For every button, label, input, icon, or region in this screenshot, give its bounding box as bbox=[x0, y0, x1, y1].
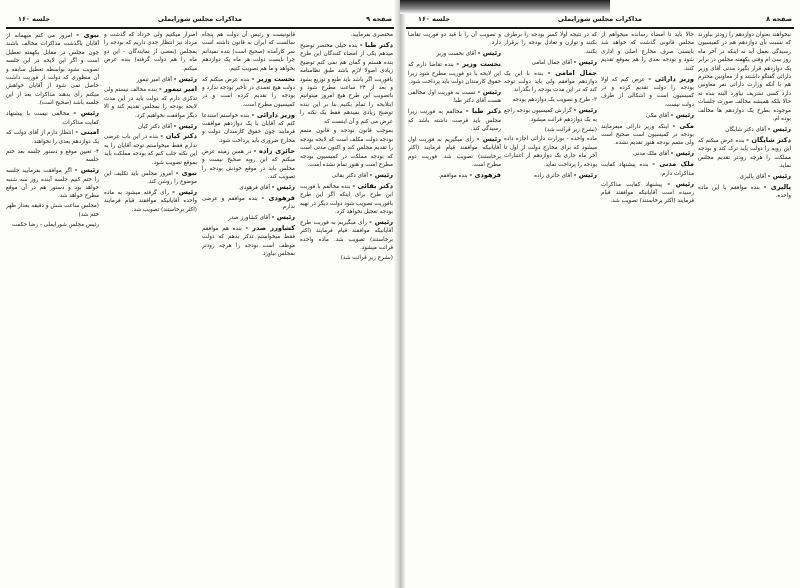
paragraph-text: آقای مکی bbox=[646, 112, 669, 119]
paragraph-text: آقای نخست وزیر bbox=[436, 51, 476, 58]
paragraph-text: ۳- طرح و تصویب یک دوازدهم بودجه bbox=[512, 97, 597, 104]
speaker-name: رئیس - bbox=[271, 182, 295, 191]
paragraph bbox=[6, 202, 99, 219]
paragraph-text: بنده مخالف نیستم ولی تذکری دارم که دولت باید در این مدت لایحه بودجه را بمجلس تقدیم کند و الا دیگر موافقت نخواهیم کرد. bbox=[104, 87, 197, 119]
paragraph bbox=[601, 122, 694, 148]
paragraph-text: رأی گرفته میشود به ماده واحده آقایانیکه موافقند قیام فرمایند (اکثر برخاستند) تصویب شد. bbox=[104, 189, 197, 213]
speaker-name: رئیس - bbox=[173, 121, 197, 130]
speaker-name: پالیزی - bbox=[763, 182, 791, 191]
speaker-name: ملک مدنی - bbox=[652, 160, 694, 169]
paragraph-text: بنده موافقم با این ماده واحده. bbox=[698, 184, 791, 200]
paragraph bbox=[104, 169, 197, 187]
paragraph bbox=[300, 31, 393, 39]
paragraph-text: بنده پیشنهاد کفایت مذاکرات دارم. bbox=[601, 162, 694, 177]
speaker-name: رئیس - bbox=[369, 171, 393, 179]
paragraph-text: آقای ملک مدنی bbox=[633, 151, 669, 158]
speaker-name: رئیس - bbox=[573, 106, 597, 115]
speaker-name: رئیس - bbox=[573, 57, 597, 66]
speaker-name: نبوی - bbox=[175, 168, 197, 177]
paragraph-text: اینکه وزیر دارائی میفرمایند بودجه در کمیسیون است صحیح است ولی متمم بودجه هنوز تقدیم نشده. bbox=[601, 123, 694, 147]
paragraph-text: ماده واحده - بوزارت دارائی اجازه داده میشود که برای مخارج دولت از اول تا آخر ماه جاری یک دوازدهم از اعتبارات بودجه را پرداخت نماید. bbox=[504, 136, 597, 168]
page-number: صفحه ۸ bbox=[766, 15, 792, 23]
paragraph-text: مخالفی نیست با پیشنهاد کفایت مذاکرات. bbox=[6, 111, 99, 126]
paragraph bbox=[504, 58, 597, 67]
paragraph bbox=[300, 254, 393, 262]
speaker-name: رئیس - bbox=[767, 124, 791, 133]
paragraph-text: قانونیست و رئیس آن دولت هم پنجاه سالست که ایران به قانون داشته است سر کارآمده (صحیح است) بنده نمیدانم چرا بایست دولت هر ماه یک دوازدهم بخواهد و ما هم تصویب کنیم. bbox=[202, 32, 295, 72]
speaker-name: رئیس - bbox=[670, 149, 694, 158]
paragraph-text: پیشنهاد کفایت مذاکرات رسیده است آقایانیکه موافقند قیام فرمایند (اکثر برخاستند) تصویب شد. bbox=[601, 181, 694, 205]
paragraph-text: آقای دکتر بقائی bbox=[331, 173, 368, 179]
paragraph bbox=[408, 31, 501, 48]
text-column bbox=[202, 31, 295, 581]
paragraph-text: (بشرح زیر قرائت شد) bbox=[340, 255, 393, 262]
speaker-name: کشاورز صدر - bbox=[245, 224, 295, 233]
paragraph bbox=[6, 128, 99, 146]
paragraph bbox=[202, 75, 295, 110]
paragraph-text: آقای جمال امامی bbox=[531, 59, 572, 66]
speaker-name: رئیس - bbox=[172, 187, 197, 196]
paragraph-text: رأی میگیریم به فوریت طرح آقایانیکه موافقند قیام فرمایند (اکثر برخاستند) تصویب شد. ماده واحده قرائت میشود. bbox=[300, 220, 393, 252]
paragraph-text: آقای امیر تیمور bbox=[136, 76, 172, 83]
header-rule bbox=[406, 27, 794, 29]
paragraph bbox=[202, 147, 295, 182]
speaker-name: رئیس - bbox=[573, 170, 597, 179]
paragraph bbox=[408, 60, 501, 86]
paragraph bbox=[408, 49, 501, 58]
paragraph bbox=[6, 221, 99, 229]
paragraph bbox=[300, 127, 393, 169]
speaker-name: فرهودی - bbox=[261, 193, 295, 202]
header-rule bbox=[6, 27, 394, 29]
speaker-name: جمال امامی - bbox=[547, 68, 597, 77]
speaker-name: دکتر بقائی - bbox=[352, 181, 393, 190]
text-column bbox=[104, 31, 197, 581]
paragraph bbox=[504, 69, 597, 95]
paragraph-text: و تصویب آن را با قید دو فوریت تقاضا دارد. bbox=[408, 32, 501, 47]
paragraph-text: آقای دکتر کیان bbox=[137, 123, 172, 130]
paragraph bbox=[104, 85, 197, 120]
paragraph bbox=[202, 183, 295, 192]
session-number: جلسه ۱۶۰ bbox=[418, 15, 451, 23]
paragraph bbox=[202, 111, 295, 146]
paragraph-text: که در نتیجه اولا کسر بودجه را برطرف بکنند و توازن و تعادل بودجه را برقرار بکنند. bbox=[504, 32, 597, 55]
paragraph-text: بنده هم موافقم فقط میخواستم تذکر بدهم که دولت موظف است بودجه را هرچه زودتر بمجلس بیاورد. bbox=[202, 226, 295, 258]
speaker-name: دکتر شایگان - bbox=[746, 135, 791, 144]
speaker-name: نخست وزیر - bbox=[251, 74, 295, 83]
paragraph-text: بنده در این باب عرضی ندارم فقط میخواستم توجه آقایان را به این نکته جلب کنم که بودجه مملکت باید بموقع تصویب شود. bbox=[104, 134, 197, 166]
speaker-name: نخست وزیر - bbox=[456, 60, 501, 69]
paragraph bbox=[504, 171, 597, 180]
paragraph bbox=[504, 126, 597, 134]
paragraph bbox=[601, 180, 694, 206]
paragraph-text: آقای حائری زاده bbox=[534, 172, 572, 179]
paragraph bbox=[104, 122, 197, 131]
text-column bbox=[408, 31, 501, 581]
page-number: صفحه ۹ bbox=[366, 15, 392, 23]
speaker-name: رئیس - bbox=[477, 87, 501, 96]
paragraph-text: بنده عرض میکنم که دولت هیچ تعمدی در تأخیر بودجه ندارد و بودجه را تقدیم کرده است و در کمیسیون مطرح است. bbox=[202, 76, 295, 108]
paragraph-text: بنده عرض میکنم که این رویه را دولت باید ترک کند و بودجه مملکت را هرچه زودتر تقدیم مجلس نماید. bbox=[698, 137, 791, 170]
speaker-name: امیر تیمور - bbox=[158, 85, 197, 94]
paragraph-text: انتظار دارم از آقای دولت که یک دوازدهم بعدی را نخواهند. bbox=[6, 130, 99, 145]
paragraph bbox=[104, 132, 197, 167]
paragraph bbox=[6, 148, 99, 165]
paragraph-text: بنده تقاضا دارم که این لایحه با دو فوریت مطرح شود زیرا حقوق کارمندان دولت باید پرداخت شود. bbox=[408, 62, 501, 86]
text-column bbox=[601, 31, 694, 581]
paragraph bbox=[300, 41, 393, 126]
paragraph bbox=[202, 213, 295, 222]
paragraph bbox=[601, 75, 694, 110]
paragraph bbox=[408, 107, 501, 133]
paragraph-text: (مجلس ساعت شش و دقیقه بعداز ظهر ختم شد) bbox=[6, 203, 99, 218]
paragraph bbox=[698, 125, 791, 134]
running-title: مذاکرات مجلس شورایملی bbox=[157, 15, 243, 23]
speaker-name: رئیس - bbox=[271, 213, 295, 222]
paragraph-text: بنده خواستم استدعا کنم که آقایان با یک دوازدهم موافقت فرمایند چون حقوق کارمندان دولت و مخارج ضروری باید پرداخت شود. bbox=[202, 112, 295, 144]
speaker-name: رئیس - bbox=[369, 218, 393, 227]
paragraph bbox=[408, 171, 501, 180]
paragraph bbox=[104, 75, 197, 84]
speaker-name: حائری زاده - bbox=[253, 146, 295, 155]
paragraph bbox=[504, 135, 597, 169]
paragraph bbox=[601, 31, 694, 73]
text-column bbox=[504, 31, 597, 581]
text-column bbox=[6, 31, 99, 581]
page-header bbox=[8, 15, 392, 27]
paragraph bbox=[104, 31, 197, 73]
paragraph bbox=[202, 224, 295, 259]
paragraph bbox=[300, 218, 393, 253]
paragraph-text: رئیس مجلس شورایملی - رضا حکمت bbox=[11, 221, 99, 228]
paragraph-text: بنده خیلی مختصر توضیح میدهم یکی از امضاء کنندگان این طرح بنده هستم و گمان هم نمی کنم توضیح زیادی اصولا لازم باشد طبق نظامنامه بافوریت اگر باشد باید طبع و توزیع بشود و بعد از ۲۴ ساعت مطرح شود و باتصویب این طرح هیچ امروز میتوانیم اینلایحه را تمام بکنیم بنا بر این بنده توضیح زیادی نمیدهم فقط یک نکته را عرض می کنم و آن اینست که bbox=[300, 42, 393, 125]
paragraph bbox=[698, 136, 791, 171]
paragraph-text: اگر موافقت بفرمایید جلسه را ختم کنیم جلسه آینده روز سه شنبه خواهد بود و دستور هم در آن موقع مطرح خواهد شد. bbox=[6, 168, 99, 200]
paragraph bbox=[601, 111, 694, 120]
running-title: مذاکرات مجلس شورایملی bbox=[557, 15, 643, 23]
text-column bbox=[698, 31, 791, 581]
paragraph-text: عرض کنم که اولا بودجه را دولت تقدیم کرده و در کمیسیون است و اشکالی از طرف دولت نیست. bbox=[601, 76, 694, 108]
paragraph-text: (بشرح زیر قرائت شد) bbox=[544, 126, 597, 133]
paragraph-text: گزارش کمیسیون بودجه راجع به یک دوازدهم قرائت میشود. bbox=[504, 108, 597, 123]
paragraph-text: آقای پالیزی bbox=[739, 174, 766, 180]
right-page bbox=[400, 0, 800, 588]
paragraph bbox=[408, 88, 501, 106]
paragraph bbox=[300, 171, 393, 180]
session-number: جلسه ۱۶۰ bbox=[18, 15, 51, 23]
speaker-name: امینی - bbox=[75, 128, 99, 137]
text-column bbox=[300, 31, 393, 581]
paragraph-text: بنده مخالفم با فوریت این طرح برای اینکه اگر این طرح بافوریت تصویب شود دولت دیگر در تهیه بودجه تعجیل نخواهد کرد. bbox=[300, 183, 393, 216]
speaker-name: دکتر کیان - bbox=[160, 132, 197, 141]
paragraph bbox=[698, 183, 791, 201]
paragraph-text: آقای دکتر شایگان bbox=[725, 126, 766, 133]
speaker-name: فرهودی - bbox=[469, 171, 501, 180]
speaker-name: دکتر طبا - bbox=[465, 107, 501, 116]
speaker-name: نبوی - bbox=[76, 31, 99, 39]
paragraph-text: امروز مجلس باید تکلیف این موضوع را روشن کند. bbox=[104, 170, 197, 185]
paragraph-text: حالا باید تا امضاء رسانده میخواهم از مجلس قانونی گذشت که خواهد شد بایستی صرف مخارج اصلی و اداری شود و بودجه بعدی را هم بموقع تقدیم کنند. bbox=[601, 32, 694, 72]
paragraph bbox=[300, 182, 393, 217]
paragraph-text: بنده موافقم. bbox=[438, 173, 468, 180]
paragraph-text: آقای فرهودی bbox=[239, 184, 270, 191]
paragraph bbox=[408, 135, 501, 170]
paragraph-text: ۴- تعیین موقع و دستور جلسه بعد ختم جلسه bbox=[6, 148, 99, 164]
speaker-name: دکتر طبا - bbox=[359, 40, 393, 49]
paragraph bbox=[6, 109, 99, 127]
paragraph bbox=[504, 106, 597, 124]
paragraph-text: اصرار میکنیم ولی خرداد که گذشت و مرداد نیز انتظار جدی داریم که بودجه را بمجلس (بعضی از نمایندگان - این دو ماه را هم دولت گرفته) بنده عرض میکنم. bbox=[104, 32, 197, 72]
paragraph-text: بموجب قانون بودجه و قانون متمم بودجه دولت مکلف است که لایحه بودجه را تقدیم مجلس کند و اکنون مدتی است که بودجه مملکت در کمیسیون بودجه مطرح است و هنوز تمام نشده است. bbox=[300, 128, 393, 169]
paragraph-text: امروز می کنم میهمانه از آقایان باگذشت مذاکرات مخالف باشند چون مجلس در مقابل یکهفته تعطیل است و اگر این لایحه در این جلسه تصویب نشود بواسطه تعطیل سابقه و آن منظوری که دولت از فوریت داشت حاصل نمی شود از آقایان خواهش میکنم رأی بدهند مذاکرات بعد از این جلسه باشد (صحیح است). bbox=[6, 33, 99, 107]
paragraph bbox=[202, 31, 295, 73]
paragraph-text: نیخواهند بعنوان دوازدهم را زودتر بیاورند که نسبت بآن دوازدهم هم در کمیسیون رسیدگی بعمل آید نه اینکه در آخر ماه روز سی ام وقتی یکهفته مجلس در برابر یک دوازدهم قرار بگیرد مدتی آقای وزیر دارائی گفتگو داشتند و از معاونین محترم هم با آنکه وزارت دارائی نفر معاونین دارد کسی تشریف نیاورد البته بنده نه حالا بلکه همیشه مخالف صورت جلسات موجوده بطرح یک دوازدهم ها مخالف بوده ام. bbox=[698, 32, 791, 123]
speaker-name: رئیس - bbox=[767, 172, 791, 180]
paragraph bbox=[601, 160, 694, 178]
paragraph bbox=[6, 31, 99, 108]
paragraph bbox=[698, 31, 791, 123]
paragraph bbox=[698, 172, 791, 181]
paragraph-text: رأی میگیریم به فوریت اول آقایانیکه موافقند قیام فرمایند (اکثر برخاستند) تصویب شد. فوریت دوم مطرح است. bbox=[408, 136, 501, 169]
paragraph bbox=[202, 194, 295, 212]
speaker-name: رئیس - bbox=[173, 74, 197, 83]
paragraph-text: در همین زمینه عرض میکنم که این رویه صحیح نیست و مجلس باید در موقع خودش بودجه را تصویب کند. bbox=[202, 148, 295, 180]
paragraph-text: نسبت به فوریت اول مخالفی هست آقای دکتر طبا. bbox=[408, 89, 501, 105]
speaker-name: رئیس - bbox=[73, 109, 99, 118]
speaker-name: وزیر دارائی - bbox=[251, 110, 295, 119]
speaker-name: رئیس - bbox=[476, 134, 501, 143]
speaker-name: رئیس - bbox=[477, 49, 501, 58]
paragraph-text: بنده موافقم و عرضی ندارم. bbox=[202, 195, 295, 211]
speaker-name: وزیر دارائی - bbox=[648, 74, 694, 83]
page-header bbox=[408, 15, 792, 27]
paragraph bbox=[504, 31, 597, 56]
paragraph-text: مخالفم به فوریت زیرا مجلس باید فرصت داشته باشد که رسیدگی کند. bbox=[408, 109, 501, 133]
paragraph-text: آقای کشاورز صدر bbox=[228, 215, 270, 222]
paragraph bbox=[104, 188, 197, 214]
paragraph bbox=[6, 166, 99, 201]
paragraph bbox=[504, 96, 597, 104]
speaker-name: رئیس - bbox=[74, 166, 99, 175]
speaker-name: رئیس - bbox=[667, 179, 694, 188]
paragraph-text: بنده با این یک دوازدهم موافقم ولی باید دولت توجه کند که در این مدت بودجه را بگذراند. bbox=[504, 70, 597, 94]
speaker-name: رئیس - bbox=[670, 110, 694, 119]
paragraph-text: مختصری بفرمایید. bbox=[350, 32, 393, 38]
paragraph bbox=[601, 149, 694, 158]
speaker-name: مکی - bbox=[672, 121, 694, 130]
